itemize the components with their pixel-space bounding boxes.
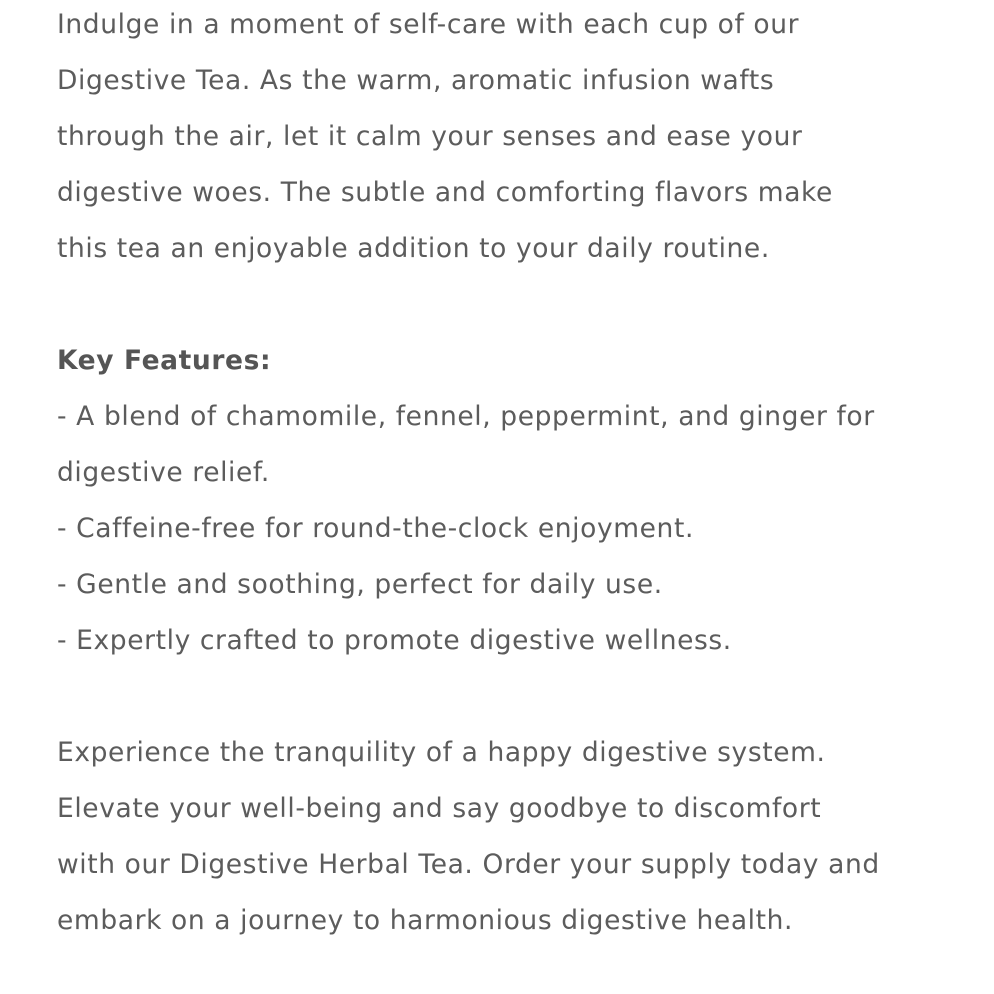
feature-line: - Caffeine-free for round-the-clock enjoyment. bbox=[57, 513, 694, 544]
key-features-section bbox=[57, 333, 957, 669]
feature-line: - A blend of chamomile, fennel, peppermint, and ginger for bbox=[57, 401, 875, 432]
feature-line: - Expertly crafted to promote digestive wellness. bbox=[57, 625, 732, 656]
feature-line: digestive relief. bbox=[57, 457, 270, 488]
closing-line: embark on a journey to harmonious digestive health. bbox=[57, 905, 794, 936]
intro-paragraph bbox=[57, 0, 957, 277]
closing-line: with our Digestive Herbal Tea. Order your supply today and bbox=[57, 849, 880, 880]
closing-paragraph bbox=[57, 725, 957, 949]
paragraph-spacer bbox=[57, 669, 957, 725]
intro-line: this tea an enjoyable addition to your daily routine. bbox=[57, 233, 770, 264]
intro-line: Indulge in a moment of self-care with each cup of our bbox=[57, 9, 800, 40]
key-features-heading: Key Features: bbox=[57, 345, 272, 376]
intro-line: through the air, let it calm your senses and ease your bbox=[57, 121, 803, 152]
closing-line: Experience the tranquility of a happy digestive system. bbox=[57, 737, 826, 768]
intro-line: digestive woes. The subtle and comforting flavors make bbox=[57, 177, 833, 208]
intro-line: Digestive Tea. As the warm, aromatic infusion wafts bbox=[57, 65, 775, 96]
feature-line: - Gentle and soothing, perfect for daily use. bbox=[57, 569, 663, 600]
product-description bbox=[57, 0, 957, 949]
paragraph-spacer bbox=[57, 277, 957, 333]
closing-line: Elevate your well-being and say goodbye to discomfort bbox=[57, 793, 822, 824]
